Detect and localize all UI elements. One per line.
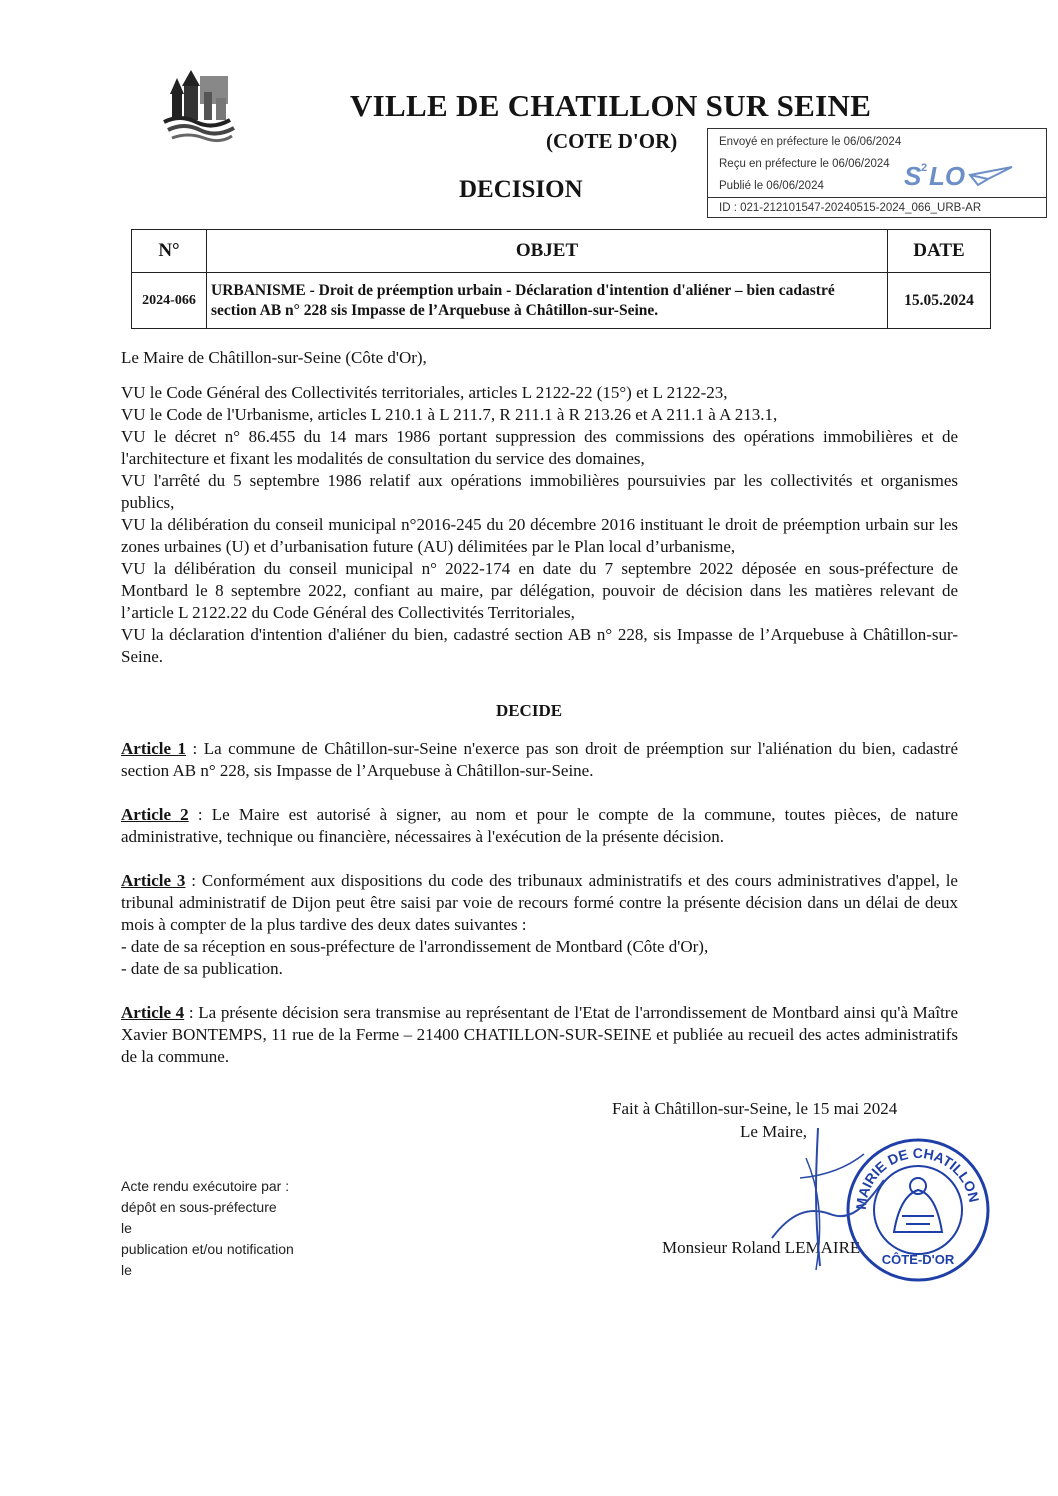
executory-line: dépôt en sous-préfecture (121, 1199, 277, 1215)
article-text: : La commune de Châtillon-sur-Seine n'exerce pas son droit de préemption sur l'aliénation du bien, cadastré section AB n° 228, sis Impasse de l’Arquebuse à Châtillon-sur-Seine. (121, 739, 958, 780)
article-4 (121, 1002, 958, 1068)
article-3 (121, 870, 958, 980)
legal-basis-item: VU la déclaration d'intention d'aliéner du bien, cadastré section AB n° 228, sis Impasse de l’Arquebuse à Châtillon-sur-Seine. (121, 625, 958, 666)
legal-basis-item: VU l'arrêté du 5 septembre 1986 relatif aux opérations immobilières poursuivies par les collectivités et organismes publics, (121, 471, 958, 512)
decision-date: 15.05.2024 (888, 273, 991, 329)
s2lo-logo-icon (904, 159, 1016, 193)
legal-basis-item: VU le Code de l'Urbanisme, articles L 210.1 à L 211.7, R 211.1 à R 213.26 et A 211.1 à A 213.1, (121, 405, 778, 424)
column-header-date: DATE (888, 230, 991, 273)
legal-basis-item: VU le Code Général des Collectivités territoriales, articles L 2122-22 (15°) et L 2122-23, (121, 383, 728, 402)
handwritten-signature-icon (760, 1118, 900, 1278)
decision-number: 2024-066 (132, 273, 207, 329)
article-text: : Conformément aux dispositions du code des tribunaux administratifs et des cours administratives d'appel, le tribunal administratif de Dijon peut être saisi par voie de recours formé contre la présente décision dans un délai de deux mois à compter de la plus tardive des deux dates suivantes : (121, 871, 958, 934)
table-header-row (132, 230, 991, 273)
stamp-received-date: Reçu en préfecture le 06/06/2024 (719, 158, 890, 170)
svg-text:2: 2 (921, 162, 928, 174)
table-row (132, 273, 991, 329)
intro-paragraph (121, 347, 958, 369)
legal-basis-list (121, 382, 958, 668)
articles-section (121, 738, 958, 1090)
legal-basis-item: VU le décret n° 86.455 du 14 mars 1986 portant suppression des commissions des opérations immobilières et de l'architecture et fixant les modalités de consultation du service des domaines, (121, 427, 958, 468)
stamp-sent-date: Envoyé en préfecture le 06/06/2024 (719, 136, 902, 148)
article-list-item: - date de sa réception en sous-préfecture de l'arrondissement de Montbard (Côte d'Or), (121, 937, 709, 956)
intro-text: Le Maire de Châtillon-sur-Seine (Côte d'Or), (121, 348, 427, 367)
executory-line: publication et/ou notification (121, 1241, 294, 1257)
decide-heading: DECIDE (495, 701, 563, 720)
legal-basis-item: VU la délibération du conseil municipal n°2016-245 du 20 décembre 2016 instituant le droit de préemption urbain sur les zones urbaines (U) et d’urbanisation future (AU) délimitées par le Plan local d’urbanisme, (121, 515, 958, 556)
column-header-number: N° (132, 230, 207, 273)
column-header-object: OBJET (207, 230, 888, 273)
document-type-title: DECISION (459, 176, 583, 203)
prefecture-stamp (707, 128, 1047, 218)
stamp-published-date: Publié le 06/06/2024 (719, 180, 824, 192)
city-title: VILLE DE CHATILLON SUR SEINE (350, 88, 872, 123)
article-2 (121, 804, 958, 848)
article-label: Article 3 (121, 871, 186, 890)
article-text: : La présente décision sera transmise au représentant de l'Etat de l'arrondissement de Montbard ainsi qu'à Maître Xavier BONTEMPS, 11 rue de la Ferme – 21400 CHATILLON-SUR-SEINE et publiée au recueil des actes administratifs de la commune. (121, 1003, 958, 1066)
decision-object-table (131, 229, 991, 329)
seal-subtext: CÔTE-D'OR (881, 1252, 955, 1267)
signatory-name: Monsieur Roland LEMAIRE (662, 1238, 861, 1257)
article-label: Article 4 (121, 1003, 185, 1022)
executory-line: Acte rendu exécutoire par : (121, 1178, 290, 1194)
article-text: : Le Maire est autorisé à signer, au nom et pour le compte de la commune, toutes pièces, de nature administrative, technique ou financière, nécessaires à l'exécution de la présente décision. (121, 805, 958, 846)
executory-line: le (121, 1220, 132, 1236)
legal-basis-item: VU la délibération du conseil municipal n° 2022-174 en date du 7 septembre 2022 déposée en sous-préfecture de Montbard le 8 septembre 2022, confiant au maire, par délégation, pouvoir de décision dans les matières relevant de l’article L 2122.22 du Code Général des Collectivités Territoriales, (121, 559, 958, 622)
castle-river-logo-icon (160, 64, 240, 144)
svg-text:LO: LO (929, 161, 966, 191)
stamp-act-id: ID : 021-212101547-20240515-2024_066_URB-AR (719, 202, 982, 214)
article-1 (121, 738, 958, 782)
executory-note (121, 1176, 294, 1281)
decision-object: URBANISME - Droit de préemption urbain - Déclaration d'intention d'aliéner – bien cadastré section AB n° 228 sis Impasse de l’Arquebuse à Châtillon-sur-Seine. (207, 273, 888, 329)
article-label: Article 2 (121, 805, 189, 824)
executory-line: le (121, 1262, 132, 1278)
article-list-item: - date de sa publication. (121, 959, 283, 978)
department-label: (COTE D'OR) (546, 129, 678, 153)
place-and-date: Fait à Châtillon-sur-Seine, le 15 mai 2024 (612, 1099, 898, 1118)
seal-text: MAIRIE DE CHATILLON (852, 1144, 983, 1211)
signatory-title: Le Maire, (740, 1122, 808, 1141)
svg-text:S: S (904, 161, 922, 191)
stamp-divider (708, 197, 1046, 198)
article-label: Article 1 (121, 739, 187, 758)
